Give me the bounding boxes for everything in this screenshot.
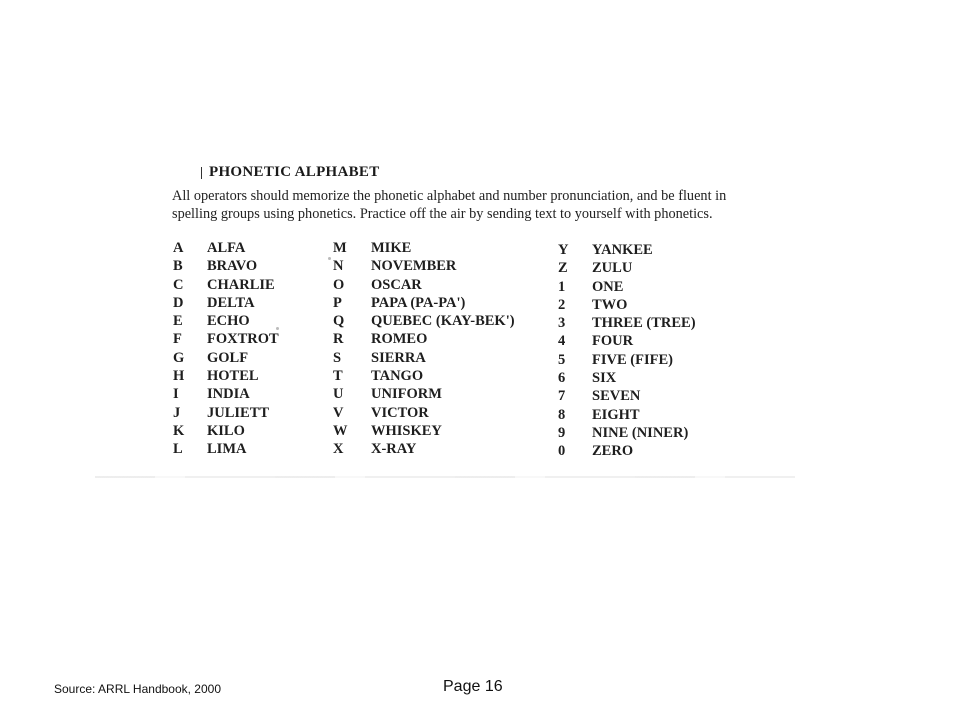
phonetic-word: GOLF xyxy=(207,349,249,366)
phonetic-word: JULIETT xyxy=(207,404,270,421)
phonetic-key: D xyxy=(173,294,184,311)
phonetic-key: C xyxy=(173,276,184,293)
phonetic-key: E xyxy=(173,313,183,330)
phonetic-word: ZERO xyxy=(592,443,634,460)
phonetic-row xyxy=(333,367,566,387)
phonetic-key: S xyxy=(333,349,342,366)
phonetic-word: NOVEMBER xyxy=(371,258,457,275)
phonetic-key: H xyxy=(173,368,185,385)
phonetic-key: V xyxy=(333,404,344,421)
phonetic-row xyxy=(333,239,563,257)
phonetic-row xyxy=(558,351,788,369)
phonetic-key: F xyxy=(173,331,182,348)
phonetic-word: WHISKEY xyxy=(371,422,442,439)
scan-speck xyxy=(328,257,331,260)
phonetic-key: Q xyxy=(333,313,345,330)
phonetic-row xyxy=(558,369,788,387)
phonetic-key: 7 xyxy=(558,388,566,405)
heading-marker xyxy=(201,167,202,179)
phonetic-word: PAPA (PA-PA') xyxy=(371,294,466,311)
phonetic-word: CHARLIE xyxy=(207,276,275,293)
phonetic-word: FIVE (FIFE) xyxy=(592,351,673,368)
intro-line: spelling groups using phonetics. Practice off the air by sending text to yourself with phonetics. xyxy=(172,206,713,222)
phonetic-row xyxy=(558,278,788,296)
phonetic-key: A xyxy=(173,240,184,256)
phonetic-row xyxy=(558,424,788,442)
phonetic-key: W xyxy=(333,422,348,439)
phonetic-key: 5 xyxy=(558,351,566,368)
scan-speck xyxy=(276,327,279,330)
phonetic-key: L xyxy=(173,441,183,458)
phonetic-key: P xyxy=(333,294,342,311)
phonetic-word: BRAVO xyxy=(207,258,258,275)
page-number: Page 16 xyxy=(443,678,503,695)
phonetic-row xyxy=(333,330,566,350)
phonetic-row xyxy=(558,406,788,424)
phonetic-key: B xyxy=(173,258,183,275)
phonetic-row xyxy=(333,276,566,295)
phonetic-word: EIGHT xyxy=(592,406,640,423)
phonetic-key: 4 xyxy=(558,333,566,350)
phonetic-word: SIERRA xyxy=(371,349,426,366)
phonetic-key: R xyxy=(333,331,344,348)
footer-source: Source: ARRL Handbook, 2000 xyxy=(54,682,221,696)
phonetic-key: 9 xyxy=(558,424,566,441)
phonetic-row xyxy=(558,314,788,332)
phonetic-word: INDIA xyxy=(207,386,250,403)
phonetic-word: X-RAY xyxy=(371,441,417,458)
intro-paragraph xyxy=(172,187,802,223)
phonetic-word: ZULU xyxy=(592,260,633,277)
phonetic-key: 3 xyxy=(558,315,566,332)
phonetic-word: SEVEN xyxy=(592,388,641,405)
phonetic-word: ROMEO xyxy=(371,331,428,348)
phonetic-word: LIMA xyxy=(207,441,247,458)
phonetic-row xyxy=(333,385,566,405)
phonetic-key: 2 xyxy=(558,296,566,313)
phonetic-key: 0 xyxy=(558,443,566,460)
phonetic-row xyxy=(558,332,788,350)
phonetic-word: MIKE xyxy=(371,240,412,256)
phonetic-word: VICTOR xyxy=(371,404,429,421)
phonetic-word: YANKEE xyxy=(592,242,653,258)
alphabet-column-m-x xyxy=(333,239,566,460)
alphabet-column-y-0 xyxy=(558,241,788,461)
phonetic-word: ECHO xyxy=(207,313,250,330)
phonetic-row xyxy=(558,241,788,259)
phonetic-row xyxy=(558,387,788,405)
phonetic-word: UNIFORM xyxy=(371,386,442,403)
phonetic-word: FOUR xyxy=(592,333,634,350)
phonetic-key: U xyxy=(333,386,344,403)
phonetic-row xyxy=(558,296,788,314)
phonetic-word: NINE (NINER) xyxy=(592,424,689,441)
phonetic-row xyxy=(333,349,566,368)
phonetic-word: DELTA xyxy=(207,294,255,311)
phonetic-row xyxy=(333,294,566,313)
phonetic-word: TWO xyxy=(592,296,628,313)
phonetic-word: ALFA xyxy=(207,240,246,256)
phonetic-key: T xyxy=(333,368,343,385)
phonetic-key: 8 xyxy=(558,406,566,423)
phonetic-key: J xyxy=(173,404,181,421)
phonetic-key: M xyxy=(333,240,347,256)
phonetic-key: 6 xyxy=(558,370,566,387)
phonetic-word: SIX xyxy=(592,370,617,387)
phonetic-row xyxy=(333,440,566,460)
phonetic-row xyxy=(333,257,563,275)
phonetic-key: K xyxy=(173,422,185,439)
phonetic-row xyxy=(333,312,566,332)
phonetic-key: I xyxy=(173,386,179,403)
phonetic-key: N xyxy=(333,258,344,275)
phonetic-key: G xyxy=(173,349,185,366)
scanned-document xyxy=(90,150,800,485)
phonetic-key: Z xyxy=(558,260,568,277)
phonetic-word: FOXTROT xyxy=(207,331,279,348)
phonetic-word: KILO xyxy=(207,422,245,439)
phonetic-word: QUEBEC (KAY-BEK') xyxy=(371,313,515,330)
phonetic-row xyxy=(558,259,788,277)
intro-line: All operators should memorize the phonetic alphabet and number pronunciation, and be fluent in xyxy=(172,188,727,204)
phonetic-word: HOTEL xyxy=(207,368,259,385)
phonetic-word: THREE (TREE) xyxy=(592,315,696,332)
document-heading: PHONETIC ALPHABET xyxy=(209,164,380,180)
scan-edge-artifact xyxy=(95,476,795,478)
phonetic-key: O xyxy=(333,276,345,293)
phonetic-row xyxy=(333,422,566,441)
phonetic-key: X xyxy=(333,441,344,458)
phonetic-word: ONE xyxy=(592,278,624,295)
phonetic-row xyxy=(558,442,788,460)
phonetic-word: TANGO xyxy=(371,368,424,385)
phonetic-key: 1 xyxy=(558,278,566,295)
phonetic-key: Y xyxy=(558,242,569,258)
phonetic-word: OSCAR xyxy=(371,276,422,293)
phonetic-row xyxy=(333,404,566,423)
